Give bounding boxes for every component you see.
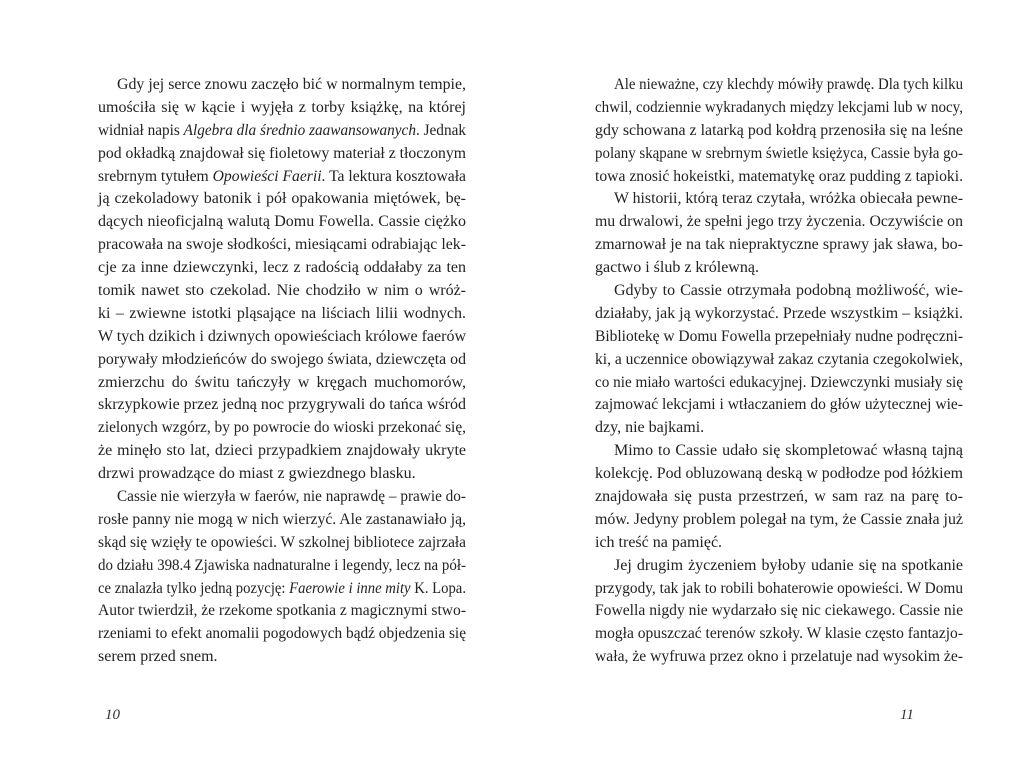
text-segment: pracowała na swoje słodkości, miesiącami odrabiając lek-: [98, 236, 466, 254]
italic-title: Algebra dla średnio zaawansowanych: [183, 121, 416, 139]
italic-title: Opowieści Faerii: [212, 167, 322, 185]
text-segment: skrzypkowie przez jedną noc przygrywali do tańca wśród: [98, 396, 466, 414]
text-segment: K. Lopa.: [410, 579, 466, 597]
text-line-content: [98, 188, 466, 211]
text-segment: gactwo i ślub z królewną.: [595, 259, 759, 277]
text-line-content: [98, 143, 466, 166]
text-segment: W historii, którą teraz czytała, wróżka obiecała pewne-: [614, 190, 963, 208]
text-line-content: [614, 74, 963, 97]
text-line: [595, 417, 963, 440]
text-segment: dących nieoficjalną walutą Domu Fowella. Cassie ciężko: [98, 213, 466, 231]
text-line-content: [117, 74, 466, 97]
text-line: [98, 257, 466, 280]
text-line: [98, 97, 466, 120]
text-segment: ce znalazła tylko jedną pozycję:: [98, 579, 290, 597]
text-line-content: [98, 303, 466, 326]
text-line: [98, 486, 466, 509]
text-segment: Cassie nie wierzyła w faerów, nie naprawdę – prawie do-: [117, 488, 466, 506]
text-line-content: [98, 623, 466, 646]
text-line: [595, 120, 963, 143]
text-line-content: [595, 166, 963, 189]
text-segment: rosłe panny nie mogą w nich wierzyć. Ale zastanawiało ją,: [98, 510, 466, 528]
text-line: [98, 372, 466, 395]
text-segment: mogła opuszczać terenów szkoły. W klasie często fantazjo-: [595, 625, 963, 643]
text-segment: porywały młodzieńców do swojego świata, dziewczęta od: [98, 350, 466, 368]
text-line: [595, 97, 963, 120]
left-page-text: [98, 74, 466, 669]
text-segment: polany skąpane w srebrnym świetle księżyca, Cassie była go-: [595, 144, 963, 162]
text-segment: dzy, nie bajkami.: [595, 419, 705, 437]
text-line-content: [98, 349, 466, 372]
text-segment: umościła się w kącie i wyjęła z torby książkę, na której: [98, 98, 466, 116]
text-line-content: [595, 257, 759, 280]
text-line-content: [98, 211, 466, 234]
text-line: [98, 440, 466, 463]
text-segment: srebrnym tytułem: [98, 167, 213, 185]
text-line: [595, 532, 963, 555]
text-line: [98, 234, 466, 257]
text-segment: zielonych wzgórz, by po powrocie do wioski przekonać się,: [98, 419, 466, 437]
text-line-content: [595, 372, 963, 395]
text-line: [595, 463, 963, 486]
text-line: [98, 463, 466, 486]
text-line-content: [98, 463, 416, 486]
text-segment: do działu 398.4 Zjawiska nadnaturalne i legendy, lecz na pół-: [98, 556, 466, 574]
text-line: [595, 394, 963, 417]
text-line-content: [98, 646, 218, 669]
text-line: [595, 509, 963, 532]
text-line-content: [98, 417, 466, 440]
italic-title: Faerowie i inne mity: [289, 579, 411, 597]
text-line-content: [595, 509, 963, 532]
text-line-content: [98, 440, 466, 463]
text-line: [98, 349, 466, 372]
text-line-content: [595, 463, 963, 486]
text-segment: . Ta lektura kosztowała: [321, 167, 466, 185]
text-line-content: [595, 303, 963, 326]
text-line-content: [98, 120, 466, 143]
text-segment: Gdyby to Cassie otrzymała podobną możliwość, wie-: [614, 282, 963, 300]
text-line: [98, 166, 466, 189]
text-line-content: [595, 394, 963, 417]
text-segment: znajdowała się pusta przestrzeń, w sam raz na parę to-: [595, 488, 963, 506]
text-line-content: [98, 326, 466, 349]
text-segment: co nie miało wartości edukacyjnej. Dziewczynki musiały się: [595, 373, 963, 391]
text-line-content: [98, 555, 466, 578]
right-page-text: [595, 74, 963, 669]
text-line-content: [98, 532, 466, 555]
text-line: [595, 257, 963, 280]
text-line-content: [595, 326, 963, 349]
text-segment: Mimo to Cassie udało się skompletować własną tajną: [614, 442, 963, 460]
text-segment: zmierzchu do świtu tańczyły w kręgach muchomorów,: [98, 373, 466, 391]
text-line: [595, 486, 963, 509]
text-segment: towa znosić hokeistki, matematykę oraz pudding z tapioki.: [595, 167, 963, 185]
text-line: [98, 326, 466, 349]
text-line: [595, 280, 963, 303]
text-segment: . Jednak: [415, 121, 466, 139]
text-line: [595, 349, 963, 372]
text-line-content: [98, 97, 466, 120]
text-line: [98, 394, 466, 417]
text-line-content: [595, 234, 963, 257]
text-segment: chwil, codziennie wykradanych między lekcjami lub w nocy,: [595, 98, 963, 116]
text-segment: rzeniami to efekt anomalii pogodowych bądź objedzenia się: [98, 625, 466, 643]
text-line: [98, 417, 466, 440]
text-line: [98, 600, 466, 623]
text-segment: gdy schowana z latarką pod kołdrą przenosiła się na leśne: [595, 121, 963, 139]
text-segment: Fowella nigdy nie wydarzało się nic ciekawego. Cassie nie: [595, 602, 963, 620]
text-line-content: [595, 211, 963, 234]
text-line: [595, 623, 963, 646]
text-segment: drzwi prowadzące do miast z gwiezdnego blasku.: [98, 465, 416, 483]
text-segment: kolekcję. Pod obluzowaną deską w podłodze pod łóżkiem: [595, 465, 963, 483]
text-line: [98, 509, 466, 532]
text-line-content: [595, 646, 963, 669]
text-segment: W tych dzikich i dziwnych opowieściach królowe faerów: [98, 327, 466, 345]
text-line: [595, 600, 963, 623]
text-segment: zajmować lekcjami i wtłaczaniem do głów użytecznej wie-: [595, 396, 963, 414]
text-line: [98, 303, 466, 326]
text-segment: wała, że wyfruwa przez okno i przelatuje nad wysokim że-: [595, 648, 963, 666]
text-line: [98, 532, 466, 555]
page-number-right: 11: [900, 707, 914, 723]
text-segment: zmarnował je na tak niepraktyczne sprawy jak sława, bo-: [595, 236, 963, 254]
text-line: [98, 120, 466, 143]
text-line: [595, 74, 963, 97]
text-line: [595, 578, 963, 601]
text-segment: mów. Jedyny problem polegał na tym, że Cassie znała już: [595, 510, 963, 528]
text-line: [595, 372, 963, 395]
text-line-content: [595, 532, 722, 555]
page-number-left: 10: [105, 707, 120, 723]
text-line: [595, 303, 963, 326]
text-line-content: [595, 97, 963, 120]
text-line-content: [595, 486, 963, 509]
text-segment: przygody, tak jak to robili bohaterowie opowieści. W Domu: [595, 579, 963, 597]
text-line-content: [98, 257, 466, 280]
text-line: [595, 440, 963, 463]
text-segment: skąd się wzięły te opowieści. W szkolnej bibliotece zajrzała: [98, 533, 466, 551]
text-segment: Ale nieważne, czy klechdy mówiły prawdę. Dla tych kilku: [614, 76, 963, 93]
text-segment: ją czekoladowy batonik i pół opakowania miętówek, bę-: [98, 190, 466, 208]
text-segment: Jej drugim życzeniem byłoby udanie się na spotkanie: [614, 556, 963, 574]
text-segment: mu drwalowi, że spełni jego trzy życzenia. Oczywiście on: [595, 213, 963, 231]
text-line-content: [98, 509, 466, 532]
text-line: [98, 211, 466, 234]
text-line: [595, 166, 963, 189]
text-line: [595, 234, 963, 257]
text-line: [595, 555, 963, 578]
text-segment: Gdy jej serce znowu zaczęło bić w normalnym tempie,: [117, 76, 466, 93]
text-segment: widniał napis: [98, 121, 184, 139]
text-line: [98, 623, 466, 646]
text-line: [595, 143, 963, 166]
text-line: [595, 188, 963, 211]
text-line-content: [595, 600, 963, 623]
text-segment: cje za inne dziewczynki, lecz z radością oddałaby za ten: [98, 259, 466, 277]
text-line-content: [595, 120, 963, 143]
text-line-content: [595, 578, 963, 601]
text-line: [595, 211, 963, 234]
text-line: [98, 578, 466, 601]
text-line-content: [614, 555, 963, 578]
text-segment: ich treść na pamięć.: [595, 533, 723, 551]
text-line: [98, 555, 466, 578]
text-line-content: [98, 600, 466, 623]
text-line-content: [595, 349, 963, 372]
text-line-content: [614, 440, 963, 463]
text-segment: tomik nawet sto czekolad. Nie chodziło w nim o wróż-: [98, 282, 466, 300]
text-segment: serem przed snem.: [98, 648, 218, 666]
text-segment: że minęło sto lat, dzieci przypadkiem znajdowały ukryte: [98, 442, 466, 460]
text-line-content: [98, 578, 466, 601]
text-segment: działaby, jak ją wykorzystać. Przede wszystkim – książki.: [595, 304, 963, 322]
text-line: [98, 74, 466, 97]
text-segment: pod okładką znajdował się fioletowy materiał z tłoczonym: [98, 144, 466, 162]
text-segment: Bibliotekę w Domu Fowella przepełniały nudne podręczni-: [595, 327, 963, 345]
text-segment: ki – zwiewne istotki pląsające na liściach lilii wodnych.: [98, 304, 466, 322]
text-segment: ki, a uczennice obowiązywał zakaz czytania czegokolwiek,: [595, 350, 963, 368]
text-line-content: [98, 394, 466, 417]
text-line: [98, 646, 466, 669]
text-line: [98, 143, 466, 166]
text-line-content: [595, 143, 963, 166]
text-line-content: [595, 417, 704, 440]
text-line-content: [98, 166, 466, 189]
text-line-content: [98, 280, 466, 303]
text-line-content: [595, 623, 963, 646]
text-line-content: [614, 280, 963, 303]
text-line-content: [98, 372, 466, 395]
text-line: [98, 188, 466, 211]
text-line: [98, 280, 466, 303]
text-line-content: [117, 486, 466, 509]
text-line-content: [614, 188, 963, 211]
text-line: [595, 326, 963, 349]
text-line: [595, 646, 963, 669]
text-line-content: [98, 234, 466, 257]
text-segment: Autor twierdził, że rzekome spotkania z magicznymi stwo-: [98, 602, 466, 620]
